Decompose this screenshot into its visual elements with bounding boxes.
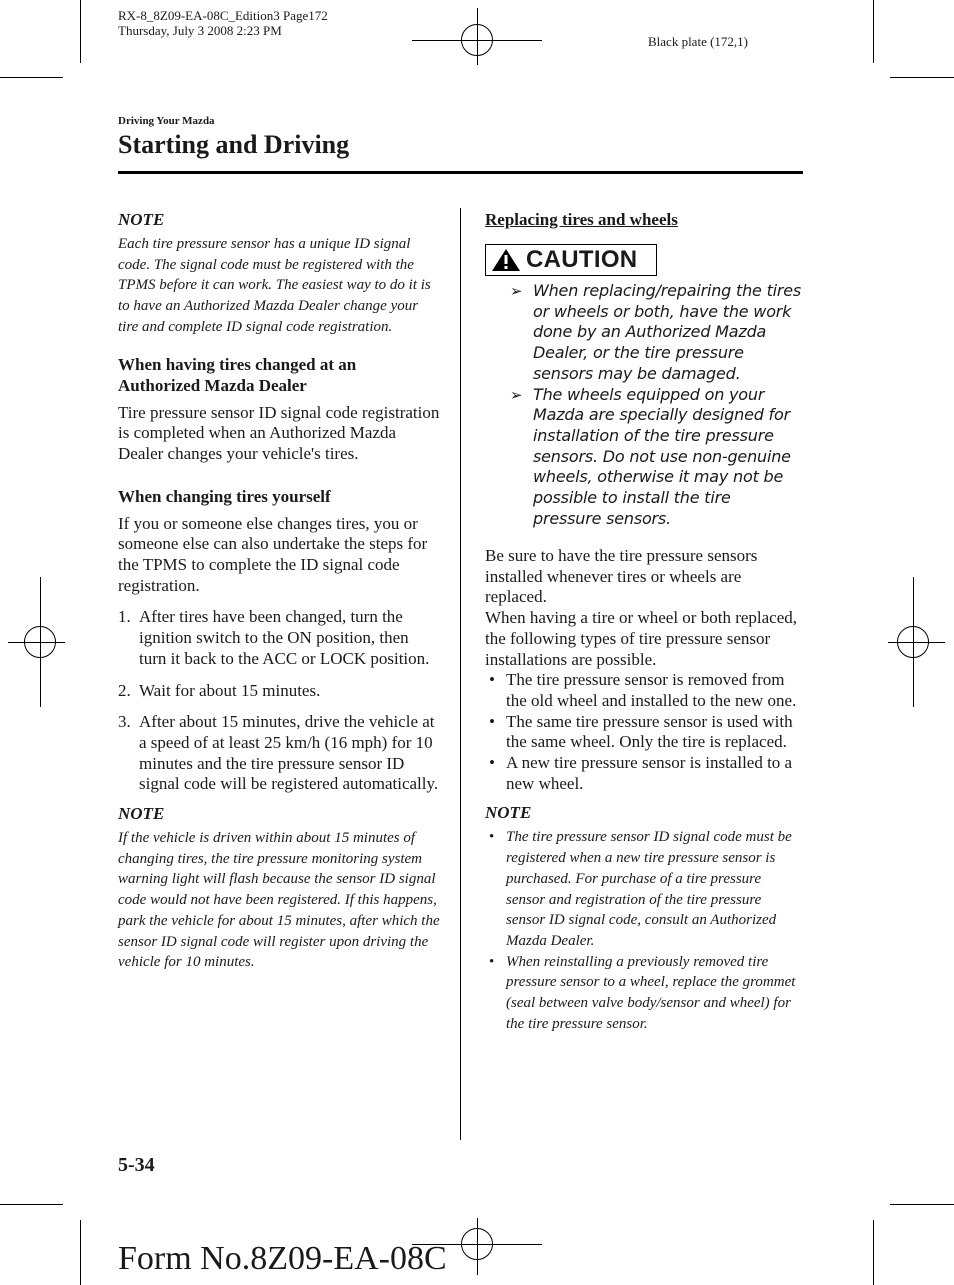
registration-circle-left — [24, 626, 56, 658]
note-bullet-item — [485, 952, 803, 1035]
arrow-bullet-icon: ➢ — [510, 282, 523, 300]
crop-mark-top-left-v — [80, 0, 81, 63]
caution-item — [485, 281, 803, 385]
arrow-bullet-icon: ➢ — [510, 385, 523, 404]
bullet-icon: • — [489, 753, 495, 773]
registration-circle-bottom — [461, 1228, 493, 1260]
bullet-icon: • — [489, 829, 495, 846]
crop-mark-bottom-right-h — [890, 1204, 954, 1205]
note-heading: NOTE — [118, 210, 165, 229]
note-bullets — [485, 827, 803, 1034]
crop-mark-top-right-h — [890, 77, 954, 78]
caution-text: The wheels equipped on your Mazda are specially designed for installation of the tire pressure sensors. Do not use non-genuine wheels, otherwise it may not be possible to install the tire pressure sensors. — [533, 384, 791, 528]
bullet-item — [485, 753, 803, 794]
registration-circle-right — [897, 626, 929, 658]
file-info — [118, 8, 328, 38]
registration-circle-top — [461, 24, 493, 56]
crop-mark-top-right-v — [873, 0, 874, 63]
bullet-text: A new tire pressure sensor is installed to a new wheel. — [506, 753, 793, 793]
crop-mark-bottom-left-h — [0, 1204, 63, 1205]
caution-section — [485, 281, 803, 529]
file-info-line2: Thursday, July 3 2008 2:23 PM — [118, 23, 282, 38]
caution-label: CAUTION — [526, 246, 638, 273]
file-info-line1: RX-8_8Z09-EA-08C_Edition3 Page172 — [118, 8, 328, 23]
subheading-yourself: When changing tires yourself — [118, 486, 331, 506]
step-text: Wait for about 15 minutes. — [139, 680, 321, 700]
caution-list — [485, 281, 803, 529]
paragraph-sensors: Be sure to have the tire pressure sensors installed whenever tires or wheels are replaced. — [485, 546, 758, 607]
caution-item — [485, 385, 803, 530]
bullet-item — [485, 670, 803, 711]
bullet-item — [485, 712, 803, 753]
right-body — [485, 546, 803, 1034]
paragraph-dealer: Tire pressure sensor ID signal code registration is completed when an Authorized Mazda Dealer changes your vehicle's tires. — [118, 402, 440, 463]
page-number: 5-34 — [118, 1154, 155, 1176]
note-heading: NOTE — [485, 803, 532, 823]
section-label: Driving Your Mazda — [118, 115, 215, 127]
note-bullet-text: The tire pressure sensor ID signal code must be registered when a new tire pressure sensor is purchased. For purchase of a tire pressure sensor and registration of the tire pressure sensor ID signal code, consult an Authorized Mazda Dealer. — [506, 829, 792, 949]
crop-mark-bottom-left-v — [80, 1220, 81, 1285]
note-heading: NOTE — [118, 804, 165, 824]
bullet-text: The same tire pressure sensor is used with the same wheel. Only the tire is replaced. — [506, 711, 793, 752]
page-title: Starting and Driving — [118, 130, 350, 159]
form-number: Form No.8Z09-EA-08C — [118, 1240, 447, 1277]
caution-label-box — [485, 244, 657, 276]
bullet-icon: • — [489, 711, 495, 731]
note-text: If the vehicle is driven within about 15 minutes of changing tires, the tire pressure monitoring system warning light will flash because the sensor ID signal code would not have been registered. If this happens, park the vehicle for about 15 minutes, after which the sensor ID signal code will register upon driving the vehicle for 10 minutes. — [118, 830, 440, 971]
step-number: 2. — [118, 680, 131, 700]
step-item — [118, 681, 440, 702]
subsection-heading: Replacing tires and wheels — [485, 210, 678, 229]
subheading-dealer: When having tires changed at an Authorized Mazda Dealer — [118, 354, 357, 395]
note-bullet-item — [485, 827, 803, 951]
steps-list — [118, 607, 440, 795]
step-item — [118, 712, 440, 795]
left-column — [118, 210, 440, 973]
title-rule — [118, 171, 803, 174]
column-divider — [460, 208, 461, 1140]
crop-mark-top-left-h — [0, 77, 63, 78]
step-number: 3. — [118, 712, 131, 732]
crop-mark-bottom-right-v — [873, 1220, 874, 1285]
warning-icon — [490, 247, 522, 273]
caution-text: When replacing/repairing the tires or wheels or both, have the work done by an Authorized Mazda Dealer, or the tire pressure sensors may be damaged. — [533, 281, 802, 383]
step-text: After about 15 minutes, drive the vehicle at a speed of at least 25 km/h (16 mph) for 10 minutes and the tire pressure sensor ID signal code will be registered automatically. — [139, 712, 439, 794]
paragraph-installations: When having a tire or wheel or both replaced, the following types of tire pressure sensor installations are possible. — [485, 608, 798, 669]
plate-label: Black plate (172,1) — [648, 34, 748, 49]
note-bullet-text: When reinstalling a previously removed tire pressure sensor to a wheel, replace the grommet (seal between valve body/sensor and wheel) for the tire pressure sensor. — [506, 953, 796, 1032]
bullet-icon: • — [489, 953, 495, 970]
note-text: Each tire pressure sensor has a unique ID signal code. The signal code must be registered with the TPMS before it can work. The easiest way to do it is to have an Authorized Mazda Dealer change your tire and complete ID signal code registration. — [118, 236, 431, 335]
step-text: After tires have been changed, turn the ignition switch to the ON position, then turn it back to the ACC or LOCK position. — [139, 607, 430, 668]
bullet-icon: • — [489, 670, 495, 690]
paragraph-yourself: If you or someone else changes tires, you or someone else can also undertake the steps for the TPMS to complete the ID signal code registration. — [118, 513, 428, 595]
step-item — [118, 607, 440, 669]
right-column — [485, 210, 803, 230]
bullet-text: The tire pressure sensor is removed from the old wheel and installed to the new one. — [506, 670, 797, 710]
step-number: 1. — [118, 607, 131, 627]
installation-bullets — [485, 670, 803, 794]
